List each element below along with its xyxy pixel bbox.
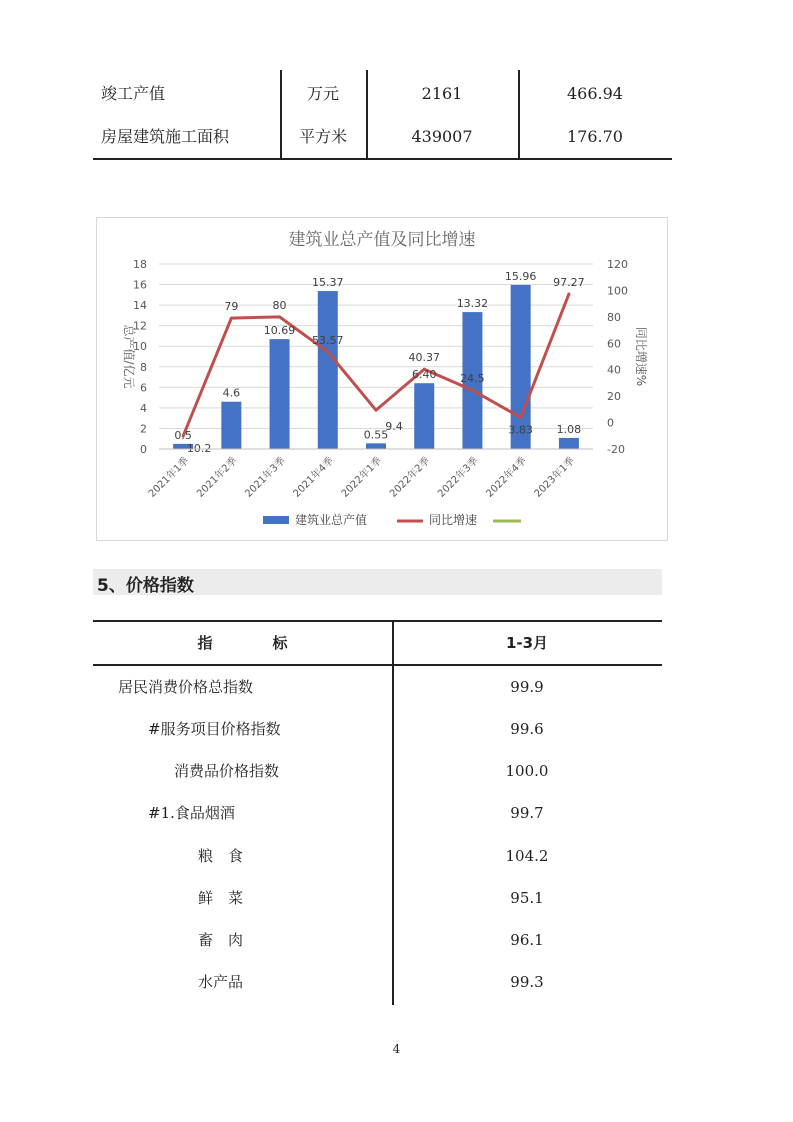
index-name: 消费品价格指数 xyxy=(174,762,280,780)
growth-point xyxy=(230,317,233,320)
bar-value-label: 15.96 xyxy=(504,269,537,283)
chart-svg xyxy=(97,218,667,540)
y2-tick-label: 120 xyxy=(607,258,628,271)
y-tick-label: 8 xyxy=(140,360,147,374)
bar-value-label: 15.37 xyxy=(312,276,344,290)
bar-value-label: 0.5 xyxy=(174,428,192,442)
y2-tick-label: -20 xyxy=(607,443,625,456)
y-tick-label: 14 xyxy=(133,299,147,313)
y-tick-label: 2 xyxy=(140,422,147,436)
bar-value-label: 1.08 xyxy=(556,422,582,436)
row-growth: 176.70 xyxy=(567,127,623,146)
line-value-label: 53.57 xyxy=(312,333,344,347)
price-table-header-rule xyxy=(93,664,662,666)
index-value: 96.1 xyxy=(510,931,544,949)
growth-point xyxy=(278,315,281,318)
y-tick-label: 4 xyxy=(140,401,147,415)
chart-title: 建筑业总产值及同比增速 xyxy=(288,230,476,250)
legend-label: 建筑业总产值 xyxy=(295,513,368,527)
index-name: 粮 食 xyxy=(198,847,244,865)
y2-tick-label: 40 xyxy=(607,363,621,377)
x-tick-label: 2021年1季 xyxy=(146,455,192,500)
y2-tick-label: 0 xyxy=(607,416,614,430)
page-number: 4 xyxy=(392,1042,401,1056)
x-tick-label: 2023年1季 xyxy=(532,455,578,500)
index-value: 100.0 xyxy=(505,762,549,780)
bar-value-label: 6.40 xyxy=(411,368,437,382)
growth-point xyxy=(519,416,522,419)
index-value: 99.7 xyxy=(510,804,544,822)
index-value: 99.3 xyxy=(510,973,544,991)
header-indicator: 指 标 xyxy=(197,634,288,652)
bar-value-label: 10.69 xyxy=(263,324,296,338)
growth-point xyxy=(471,389,474,392)
bar-value-label: 0.55 xyxy=(363,428,389,442)
bar xyxy=(318,291,338,449)
y2-tick-label: 80 xyxy=(607,310,621,324)
row-growth: 466.94 xyxy=(567,84,623,103)
line-value-label: 79 xyxy=(224,300,239,314)
x-tick-label: 2022年2季 xyxy=(387,455,433,500)
growth-point xyxy=(326,350,329,353)
index-name: 水产品 xyxy=(198,973,244,991)
line-value-label: 9.4 xyxy=(385,420,403,434)
y-tick-label: 12 xyxy=(133,319,147,333)
index-name: 居民消费价格总指数 xyxy=(118,678,254,696)
bar xyxy=(366,443,386,449)
line-value-label: 80 xyxy=(272,298,287,312)
x-tick-label: 2022年3季 xyxy=(436,455,481,500)
y-tick-label: 0 xyxy=(140,443,147,456)
bar-value-label: 13.32 xyxy=(456,297,489,311)
y-tick-label: 10 xyxy=(133,340,147,354)
section-title: 5、价格指数 xyxy=(97,576,194,596)
y-tick-label: 6 xyxy=(140,381,147,395)
y-axis-title: 总产值/亿元 xyxy=(122,324,136,389)
line-value-label: 3.83 xyxy=(508,423,533,437)
row-unit: 平方米 xyxy=(298,127,347,146)
x-tick-label: 2021年2季 xyxy=(195,455,240,500)
bar xyxy=(270,339,290,449)
index-value: 95.1 xyxy=(510,889,544,907)
y2-axis-title: 同比增速% xyxy=(634,326,648,387)
row-unit: 万元 xyxy=(306,84,339,103)
index-value: 99.6 xyxy=(510,720,544,738)
index-value: 99.9 xyxy=(510,678,544,696)
x-tick-label: 2021年3季 xyxy=(243,455,288,500)
y-tick-label: 18 xyxy=(133,258,147,271)
row-value: 439007 xyxy=(411,127,473,146)
x-tick-label: 2022年4季 xyxy=(484,455,529,500)
index-value: 104.2 xyxy=(505,847,549,865)
index-name: #服务项目价格指数 xyxy=(148,720,281,738)
growth-point xyxy=(375,409,378,412)
price-table-top-rule xyxy=(93,620,662,622)
index-name: 畜 肉 xyxy=(198,931,244,949)
line-value-label: 40.37 xyxy=(408,351,440,365)
line-value-label: 97.27 xyxy=(553,276,585,290)
bar-value-label: 4.6 xyxy=(222,386,241,400)
header-period: 1-3月 xyxy=(505,634,549,652)
row-name: 竣工产值 xyxy=(101,84,166,103)
top-table-bottom-rule xyxy=(93,158,672,160)
y2-tick-label: 100 xyxy=(607,284,628,298)
y-tick-label: 16 xyxy=(133,278,147,292)
row-value: 2161 xyxy=(421,84,463,103)
bar xyxy=(221,402,241,449)
x-tick-label: 2021年4季 xyxy=(291,455,336,500)
legend-label: 同比增速 xyxy=(429,513,478,527)
line-value-label: -10.2 xyxy=(182,442,212,456)
construction-output-chart xyxy=(96,217,668,541)
y2-tick-label: 20 xyxy=(607,390,621,404)
x-tick-label: 2022年1季 xyxy=(339,455,385,500)
line-value-label: 24.5 xyxy=(460,372,485,386)
row-name: 房屋建筑施工面积 xyxy=(101,127,230,146)
bar xyxy=(414,383,434,449)
index-name: 鲜 菜 xyxy=(198,889,244,907)
index-name: #1.食品烟酒 xyxy=(148,804,235,822)
legend-swatch-bar xyxy=(263,516,289,524)
growth-point xyxy=(567,293,570,296)
bar xyxy=(559,438,579,449)
y2-tick-label: 60 xyxy=(607,337,621,351)
